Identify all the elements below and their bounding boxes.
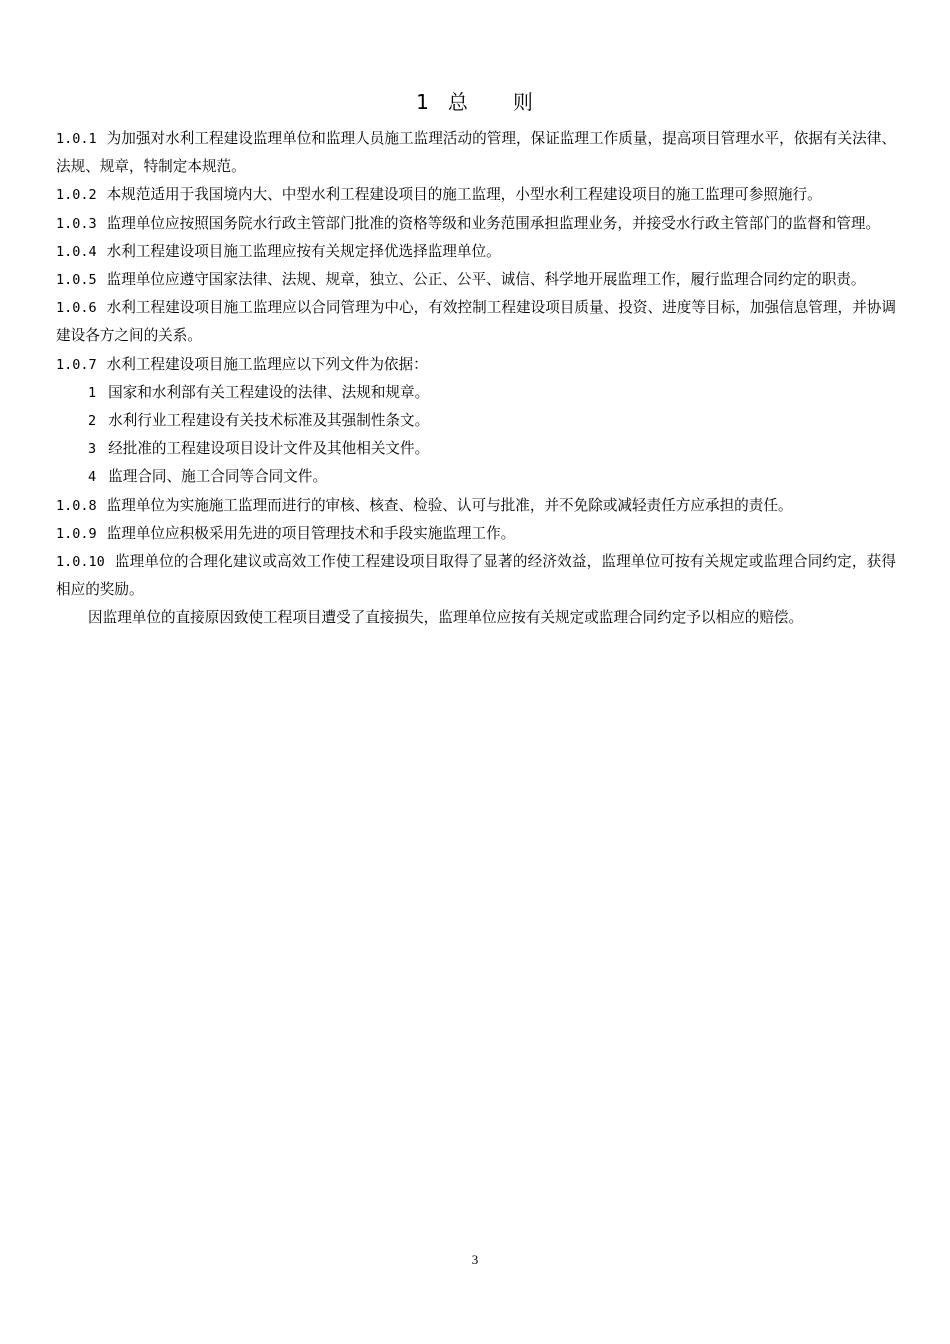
clause-1-0-1 (56, 125, 896, 181)
list-item-number: 3 (88, 441, 97, 458)
chapter-number: 1 (416, 90, 430, 114)
clause-text: 为加强对水利工程建设监理单位和监理人员施工监理活动的管理，保证监理工作质量，提高项目管理水平，依据有关法律、法规、规章，特制定本规范。 (56, 130, 896, 176)
list-item-text: 国家和水利部有关工程建设的法律、法规和规章。 (108, 383, 430, 401)
clause-text: 水利工程建设项目施工监理应按有关规定择优选择监理单位。 (106, 242, 501, 260)
list-item-text: 水利行业工程建设有关技术标准及其强制性条文。 (108, 412, 430, 430)
list-item-text: 监理合同、施工合同等合同文件。 (108, 468, 328, 486)
clause-1-0-4 (56, 238, 896, 266)
clause-number: 1.0.2 (56, 187, 97, 204)
list-item (56, 435, 896, 463)
list-item-text: 经批准的工程建设项目设计文件及其他相关文件。 (108, 440, 430, 458)
clause-text: 监理单位应积极采用先进的项目管理技术和手段实施监理工作。 (106, 524, 516, 542)
clause-1-0-7 (56, 351, 896, 379)
clause-text: 监理单位为实施施工监理而进行的审核、核查、检验、认可与批准，并不免除或减轻责任方应承担的责任。 (106, 496, 793, 514)
clause-1-0-2 (56, 181, 896, 209)
chapter-title-char-1: 总 (447, 90, 469, 114)
clause-number: 1.0.5 (56, 272, 97, 289)
clause-text: 水利工程建设项目施工监理应以下列文件为依据： (106, 355, 428, 373)
clause-number: 1.0.4 (56, 243, 97, 260)
list-item-number: 1 (88, 384, 97, 401)
list-item (56, 379, 896, 407)
list-item (56, 407, 896, 435)
clause-number: 1.0.7 (56, 356, 97, 373)
clause-1-0-6 (56, 294, 896, 350)
document-body (56, 125, 896, 633)
clause-1-0-5 (56, 266, 896, 294)
clause-1-0-10 (56, 548, 896, 604)
list-item-number: 2 (88, 413, 97, 430)
list-item-number: 4 (88, 469, 97, 486)
clause-text: 本规范适用于我国境内大、中型水利工程建设项目的施工监理，小型水利工程建设项目的施工监理可参照施行。 (106, 186, 822, 204)
clause-1-0-9 (56, 520, 896, 548)
clause-number: 1.0.1 (56, 131, 97, 147)
clause-1-0-8 (56, 492, 896, 520)
clause-1-0-3 (56, 210, 896, 238)
page-number: 3 (471, 1252, 479, 1267)
chapter-title (0, 88, 950, 116)
clause-number: 1.0.8 (56, 497, 97, 514)
clause-text: 监理单位应按照国务院水行政主管部门批准的资格等级和业务范围承担监理业务，并接受水行政主管部门的监督和管理。 (106, 214, 881, 232)
clause-number: 1.0.9 (56, 525, 97, 542)
clause-text: 监理单位应遵守国家法律、法规、规章，独立、公正、公平、诚信、科学地开展监理工作，履行监理合同约定的职责。 (106, 271, 866, 289)
chapter-title-char-2: 则 (512, 90, 534, 114)
final-paragraph: 因监理单位的直接原因致使工程项目遭受了直接损失，监理单位应按有关规定或监理合同约定予以相应的赔偿。 (88, 609, 804, 627)
clause-number: 1.0.10 (56, 554, 105, 571)
clause-text: 监理单位的合理化建议或高效工作使工程建设项目取得了显著的经济效益，监理单位可按有关规定或监理合同约定，获得相应的奖励。 (56, 553, 896, 599)
clause-number: 1.0.6 (56, 300, 97, 317)
clause-number: 1.0.3 (56, 215, 97, 232)
clause-text: 水利工程建设项目施工监理应以合同管理为中心，有效控制工程建设项目质量、投资、进度等目标，加强信息管理，并协调建设各方之间的关系。 (56, 299, 896, 345)
list-item (56, 463, 896, 491)
